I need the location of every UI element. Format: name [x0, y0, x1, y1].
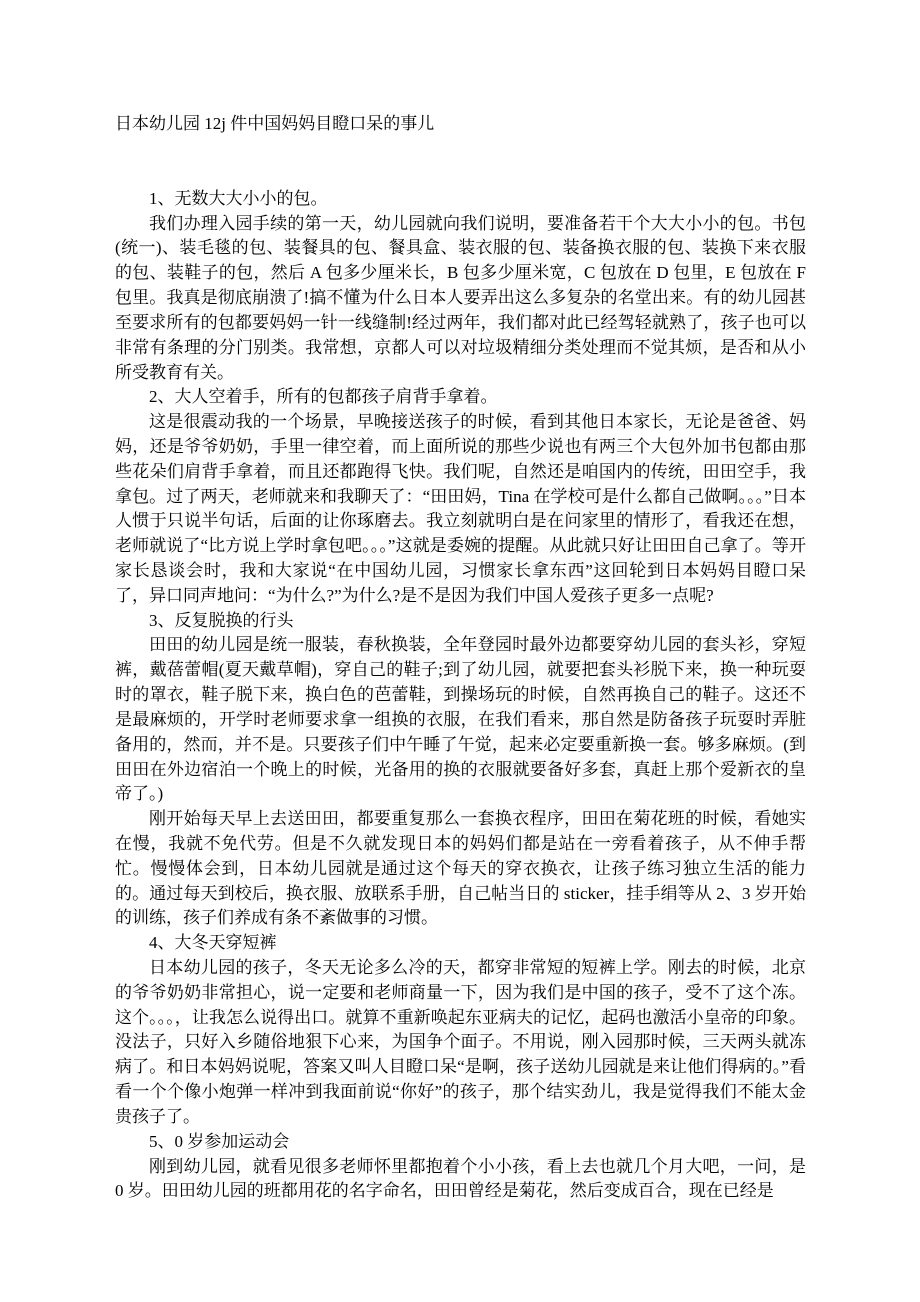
section-heading-2: 2、大人空着手，所有的包都孩子肩背手拿着。	[149, 387, 498, 407]
paragraph: 刚到幼儿园，就看见很多老师怀里都抱着个小小孩，看上去也就几个月大吧，一问，是 0 岁。田田幼儿园的班都用花的名字命名，田田曾经是菊花，然后变成百合，现在已经是	[115, 1156, 806, 1201]
section-heading-3: 3、反复脱换的行头	[149, 610, 294, 630]
paragraph: 这是很震动我的一个场景，早晚接送孩子的时候，看到其他日本家长，无论是爸爸、妈妈，还是爷爷奶奶，手里一律空着，而上面所说的那些少说也有两三个大包外加书包都由那些花朵们肩背手拿着，而且还都跑得飞快。我们呢，自然还是咱国内的传统，田田空手，我拿包。过了两天，老师就来和我聊天了：“田田妈，Tina 在学校可是什么都自己做啊。。。”日本人惯于只说半句话，后面的让你琢磨去。我立刻就明白是在问家里的情形了，看我还在想，老师就说了“比方说上学时拿包吧。。。”这就是委婉的提醒。从此就只好让田田自己拿了。等开家长恳谈会时，我和大家说“在中国幼儿园，习惯家长拿东西”这回轮到日本妈妈目瞪口呆了，异口同声地问：“为什么?”为什么?是不是因为我们中国人爱孩子更多一点呢?	[115, 412, 806, 605]
paragraph: 田田的幼儿园是统一服装，春秋换装，全年登园时最外边都要穿幼儿园的套头衫，穿短裤，戴蓓蕾帽(夏天戴草帽)，穿自己的鞋子;到了幼儿园，就要把套头衫脱下来，换一种玩耍时的罩衣，鞋子脱下来，换白色的芭蕾鞋，到操场玩的时候，自然再换自己的鞋子。这还不是最麻烦的，开学时老师要求拿一组换的衣服，在我们看来，那自然是防备孩子玩耍时弄脏备用的，然而，并不是。只要孩子们中午睡了午觉，起来必定要重新换一套。够多麻烦。(到田田在外边宿泊一个晚上的时候，光备用的换的衣服就要备好多套，真赶上那个爱新衣的皇帝了。)	[115, 635, 806, 804]
document-title: 日本幼儿园 12j 件中国妈妈目瞪口呆的事儿	[115, 114, 435, 133]
section-heading-1: 1、无数大大小小的包。	[149, 188, 328, 208]
paragraph: 日本幼儿园的孩子，冬天无论多么冷的天，都穿非常短的短裤上学。刚去的时候，北京的爷爷奶奶非常担心，说一定要和老师商量一下，因为我们是中国的孩子，受不了这个冻。这个。。。，让我怎么说得出口。就算不重新唤起东亚病夫的记忆，起码也激活小皇帝的印象。没法子，只好入乡随俗地狠下心来，为国争个面子。不用说，刚入园那时候，三天两头就冻病了。和日本妈妈说呢，答案又叫人目瞪口呆“是啊，孩子送幼儿园就是来让他们得病的。”看看一个个像小炮弹一样冲到我面前说“你好”的孩子，那个结实劲儿，我是觉得我们不能太金贵孩子了。	[115, 958, 806, 1126]
section-heading-5: 5、0 岁参加运动会	[149, 1131, 290, 1151]
paragraph: 刚开始每天早上去送田田，都要重复那么一套换衣程序，田田在菊花班的时候，看她实在慢，我就不免代劳。但是不久就发现日本的妈妈们都是站在一旁看着孩子，从不伸手帮忙。慢慢体会到，日本幼儿园就是通过这个每天的穿衣换衣，让孩子练习独立生活的能力的。通过每天到校后，换衣服、放联系手册，自己帖当日的 sticker，挂手绢等从 2、3 岁开始的训练，孩子们养成有条不紊做事的习惯。	[115, 809, 806, 928]
paragraph: 我们办理入园手续的第一天，幼儿园就向我们说明，要准备若干个大大小小的包。书包(统一)、装毛毯的包、装餐具的包、餐具盒、装衣服的包、装备换衣服的包、装换下来衣服的包、装鞋子的包，然后 A 包多少厘米长，B 包多少厘米宽，C 包放在 D 包里，E 包放在 F 包里。我真是彻底崩溃了!搞不懂为什么日本人要弄出这么多复杂的名堂出来。有的幼儿园甚至要求所有的包都要妈妈一针一线缝制!经过两年，我们都对此已经驾轻就熟了，孩子也可以非常有条理的分门别类。我常想，京都人可以对垃圾精细分类处理而不觉其烦，是否和从小所受教育有关。	[115, 213, 806, 382]
section-heading-4: 4、大冬天穿短裤	[149, 933, 277, 953]
